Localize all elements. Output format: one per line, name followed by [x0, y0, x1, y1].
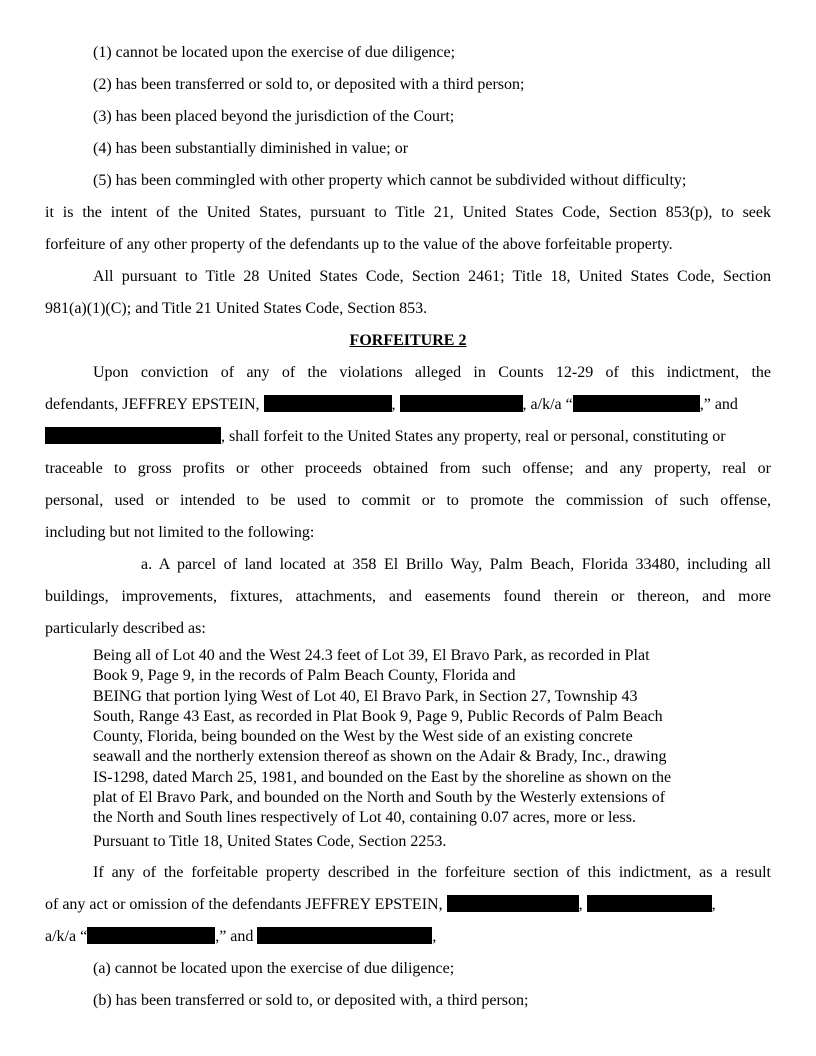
section-heading: FORFEITURE 2 [349, 332, 467, 349]
text-segment: ,” and [699, 396, 738, 413]
legal-line: the North and South lines respectively of Lot 40, containing 0.07 acres, more or less. [93, 809, 636, 827]
redaction-bar [573, 395, 700, 412]
text-segment: , [578, 896, 583, 913]
redaction-bar [257, 927, 432, 944]
redaction-bar [45, 427, 221, 444]
list-item: (1) cannot be located upon the exercise of due diligence; [93, 44, 456, 61]
legal-line: IS-1298, dated March 25, 1981, and bounded on the East by the shoreline as shown on the [93, 768, 672, 786]
paragraph-line: traceable to gross profits or other proceeds obtained from such offense; and any property, real or [45, 460, 771, 477]
paragraph-line: including but not limited to the following: [45, 524, 315, 541]
legal-line: seawall and the northerly extension thereof as shown on the Adair & Brady, Inc., drawing [93, 748, 667, 766]
paragraph-line: particularly described as: [45, 620, 206, 637]
text-segment: , shall forfeit to the United States any property, real or personal, constituting or [221, 428, 726, 445]
legal-line: Book 9, Page 9, in the records of Palm Beach County, Florida and [93, 667, 516, 685]
legal-line: plat of El Bravo Park, and bounded on the North and South by the Westerly extensions of [93, 789, 666, 807]
redaction-bar [587, 895, 712, 912]
legal-description [93, 646, 733, 829]
paragraph-line [45, 427, 771, 447]
legal-pursuant: Pursuant to Title 18, United States Code, Section 2253. [93, 833, 447, 850]
text-segment: , a/k/a “ [522, 396, 573, 413]
text-segment: , [432, 928, 437, 945]
paragraph-line: forfeiture of any other property of the defendants up to the value of the above forfeitable property. [45, 236, 673, 253]
list-item: (5) has been commingled with other property which cannot be subdivided without difficulty; [93, 172, 687, 189]
paragraph-line [45, 395, 771, 415]
paragraph-line: it is the intent of the United States, pursuant to Title 21, United States Code, Section 853(p), to seek [45, 204, 771, 221]
paragraph-line [45, 927, 771, 947]
text-segment: defendants, JEFFREY EPSTEIN, [45, 396, 260, 413]
paragraph-line [45, 895, 771, 915]
redaction-bar [264, 395, 392, 412]
redaction-bar [87, 927, 215, 944]
paragraph-line: If any of the forfeitable property described in the forfeiture section of this indictment, as a result [93, 864, 771, 881]
redaction-bar [400, 395, 523, 412]
list-item: (4) has been substantially diminished in value; or [93, 140, 409, 157]
text-segment: a/k/a “ [45, 928, 88, 945]
paragraph-line: personal, used or intended to be used to commit or to promote the commission of such offense, [45, 492, 771, 509]
text-segment: , [711, 896, 716, 913]
text-segment: ,” and [215, 928, 254, 945]
list-item: (3) has been placed beyond the jurisdiction of the Court; [93, 108, 455, 125]
legal-line: BEING that portion lying West of Lot 40, El Bravo Park, in Section 27, Township 43 [93, 687, 638, 705]
list-item: (b) has been transferred or sold to, or deposited with, a third person; [93, 992, 529, 1009]
paragraph-line: 981(a)(1)(C); and Title 21 United States Code, Section 853. [45, 300, 428, 317]
legal-line: Being all of Lot 40 and the West 24.3 feet of Lot 39, El Bravo Park, as recorded in Plat [93, 647, 650, 664]
paragraph-line: buildings, improvements, fixtures, attachments, and easements found therein or thereon, and more [45, 588, 771, 605]
list-item: (2) has been transferred or sold to, or deposited with a third person; [93, 76, 525, 93]
legal-line: South, Range 43 East, as recorded in Plat Book 9, Page 9, Public Records of Palm Beach [93, 707, 663, 725]
legal-line: County, Florida, being bounded on the West by the West side of an existing concrete [93, 728, 633, 746]
paragraph-line: All pursuant to Title 28 United States Code, Section 2461; Title 18, United States Code, Section [93, 268, 771, 285]
text-segment: , [391, 396, 396, 413]
list-item: (a) cannot be located upon the exercise of due diligence; [93, 960, 455, 977]
text-segment: of any act or omission of the defendants JEFFREY EPSTEIN, [45, 896, 443, 913]
paragraph-line: Upon conviction of any of the violations alleged in Counts 12-29 of this indictment, the [93, 364, 771, 381]
redaction-bar [447, 895, 579, 912]
paragraph-line: a. A parcel of land located at 358 El Brillo Way, Palm Beach, Florida 33480, including all [141, 556, 771, 573]
